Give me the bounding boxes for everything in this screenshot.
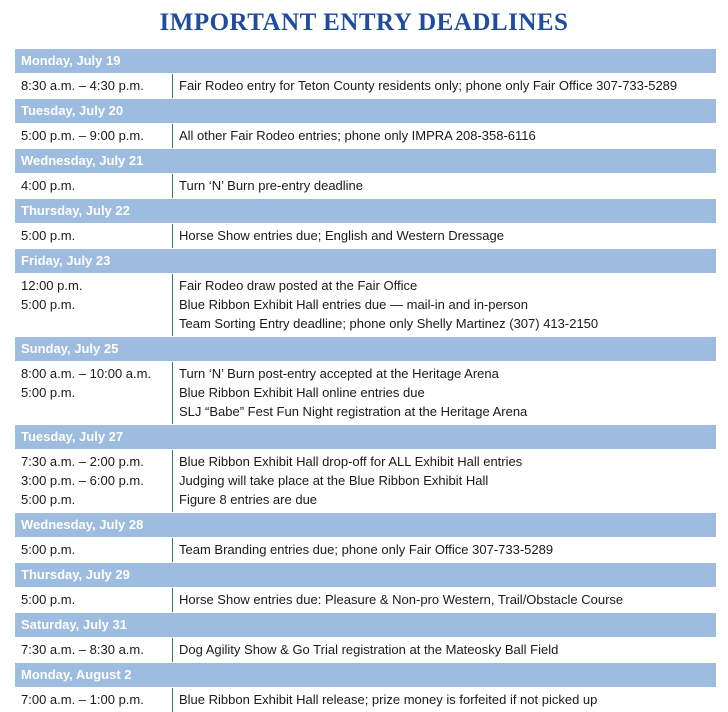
time-column [15,224,173,248]
event-text: Judging will take place at the Blue Ribbon Exhibit Hall [179,473,489,488]
time-text: 5:00 p.m. [21,492,76,507]
event-text: Horse Show entries due: Pleasure & Non-pro Western, Trail/Obstacle Course [179,592,624,607]
deadline-row [15,361,716,424]
time-text: 5:00 p.m. – 9:00 p.m. [21,128,144,143]
day-header: Tuesday, July 20 [15,98,716,123]
time-text: 5:00 p.m. [21,385,76,400]
event-text: Dog Agility Show & Go Trial registration at the Mateosky Ball Field [179,642,559,657]
event-text: Blue Ribbon Exhibit Hall online entries due [179,385,425,400]
day-header: Monday, August 2 [15,662,716,687]
time-text: 8:00 a.m. – 10:00 a.m. [21,366,152,381]
event-column [173,74,716,98]
time-text: 12:00 p.m. [21,278,83,293]
time-text: 7:30 a.m. – 2:00 p.m. [21,454,144,469]
time-column [15,74,173,98]
time-column [15,450,173,512]
time-text: 8:30 a.m. – 4:30 p.m. [21,78,144,93]
event-text: Team Sorting Entry deadline; phone only Shelly Martinez (307) 413-2150 [179,316,599,331]
time-column [15,538,173,562]
deadline-row [15,587,716,612]
event-column [173,688,716,712]
day-header: Tuesday, July 27 [15,424,716,449]
event-text: Fair Rodeo entry for Teton County residents only; phone only Fair Office 307-733-5289 [179,78,678,93]
time-text: 5:00 p.m. [21,228,76,243]
event-text: Turn ‘N’ Burn pre-entry deadline [179,178,364,193]
deadlines-table [15,48,716,712]
deadline-row [15,637,716,662]
time-text: 7:00 a.m. – 1:00 p.m. [21,692,144,707]
time-text: 4:00 p.m. [21,178,76,193]
day-header: Thursday, July 22 [15,198,716,223]
time-text: 7:30 a.m. – 8:30 a.m. [21,642,144,657]
event-text: Team Branding entries due; phone only Fair Office 307-733-5289 [179,542,554,557]
day-header: Sunday, July 25 [15,336,716,361]
event-text: All other Fair Rodeo entries; phone only IMPRA 208-358-6116 [179,128,536,143]
time-column [15,124,173,148]
time-column [15,688,173,712]
deadline-row [15,73,716,98]
deadline-row [15,223,716,248]
event-column [173,274,716,336]
event-column [173,450,716,512]
event-column [173,588,716,612]
time-column [15,588,173,612]
day-header: Wednesday, July 28 [15,512,716,537]
event-column [173,638,716,662]
day-header: Friday, July 23 [15,248,716,273]
deadline-row [15,173,716,198]
event-column [173,124,716,148]
time-column [15,174,173,198]
day-header: Thursday, July 29 [15,562,716,587]
time-text: 5:00 p.m. [21,542,76,557]
event-text: Turn ‘N’ Burn post-entry accepted at the Heritage Arena [179,366,499,381]
day-header: Saturday, July 31 [15,612,716,637]
time-text: 3:00 p.m. – 6:00 p.m. [21,473,144,488]
event-text: Figure 8 entries are due [179,492,318,507]
time-column [15,274,173,336]
time-column [15,362,173,424]
event-text: Blue Ribbon Exhibit Hall drop-off for ALL Exhibit Hall entries [179,454,523,469]
time-text: 5:00 p.m. [21,297,76,312]
event-column [173,174,716,198]
day-header: Monday, July 19 [15,48,716,73]
day-header: Wednesday, July 21 [15,148,716,173]
event-text: Blue Ribbon Exhibit Hall release; prize money is forfeited if not picked up [179,692,598,707]
event-text: SLJ “Babe” Fest Fun Night registration at the Heritage Arena [179,404,528,419]
time-text: 5:00 p.m. [21,592,76,607]
event-text: Blue Ribbon Exhibit Hall entries due — mail-in and in-person [179,297,529,312]
event-text: Fair Rodeo draw posted at the Fair Office [179,278,418,293]
deadline-row [15,273,716,336]
event-column [173,362,716,424]
event-text: Horse Show entries due; English and Western Dressage [179,228,504,243]
event-column [173,538,716,562]
deadline-row [15,449,716,512]
deadline-row [15,123,716,148]
time-column [15,638,173,662]
event-column [173,224,716,248]
deadline-row [15,537,716,562]
page-title: IMPORTANT ENTRY DEADLINES [159,9,569,36]
deadline-row [15,687,716,712]
